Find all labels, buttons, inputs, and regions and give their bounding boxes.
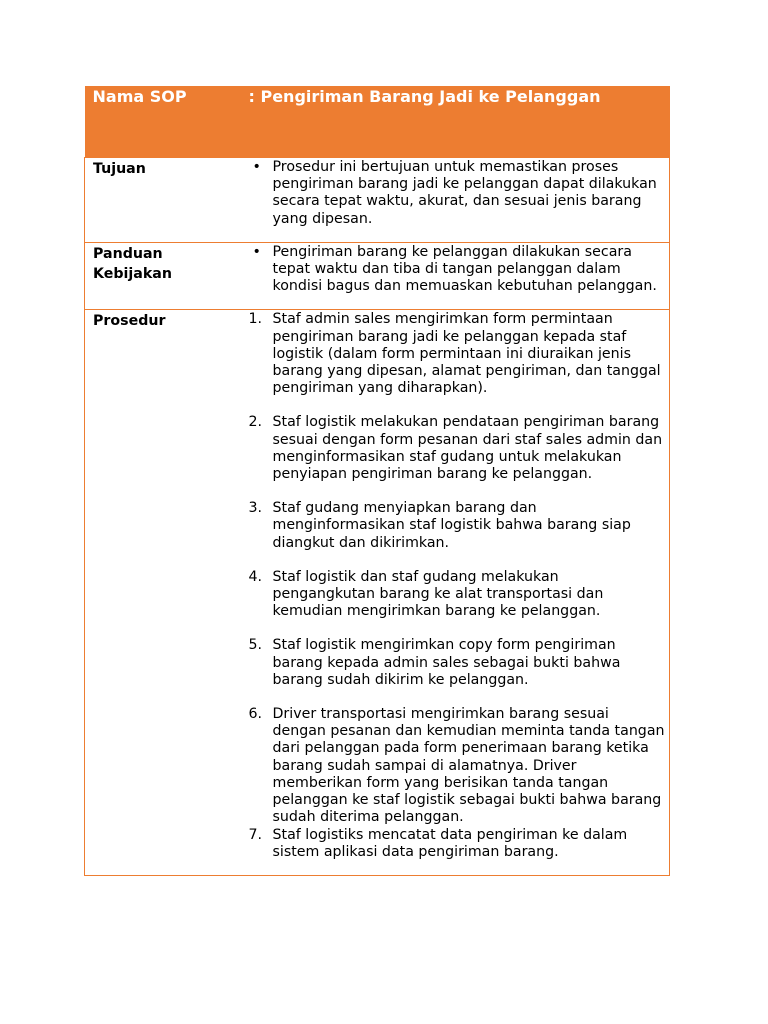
step-number: 2. [248, 414, 263, 431]
step-item-3 [249, 500, 670, 552]
sop-table [84, 86, 670, 876]
step-number: 7. [248, 826, 263, 843]
step-number: 5. [248, 637, 263, 654]
tujuan-label: Tujuan [85, 158, 249, 243]
step-text: Staf admin sales mengirimkan form permintaan pengiriman barang jadi ke pelanggan kepada staf logistik (dalam form permintaan ini diuraikan jenis barang yang dipesan, alamat pengiriman, dan tanggal pengiriman yang diharapkan). [272, 311, 661, 397]
step-item-5 [249, 637, 670, 689]
bullet-marker: • [252, 159, 261, 175]
step-number: 6. [248, 706, 263, 723]
tujuan-text: Prosedur ini bertujuan untuk memastikan proses pengiriman barang jadi ke pelanggan dapat dilakukan secara tepat waktu, akurat, dan sesuai jenis barang yang dipesan. [272, 159, 657, 227]
step-number: 3. [248, 500, 263, 517]
sop-header-row [85, 86, 670, 158]
panduan-row [85, 242, 670, 310]
tujuan-row [85, 158, 670, 243]
sop-name-label: Nama SOP [85, 86, 249, 158]
panduan-label-line2: Kebijakan [93, 265, 172, 282]
tujuan-item [249, 159, 670, 228]
panduan-content [249, 242, 670, 310]
step-text: Staf logistik mengirimkan copy form pengiriman barang kepada admin sales sebagai bukti bahwa barang sudah dikirim ke pelanggan. [272, 637, 621, 688]
step-item-1 [249, 311, 670, 397]
step-number: 4. [248, 568, 263, 585]
panduan-label [85, 242, 249, 310]
step-item-4 [249, 569, 670, 621]
step-text: Driver transportasi mengirimkan barang sesuai dengan pesanan dan kemudian meminta tanda tangan dari pelanggan pada form penerimaan barang ketika barang sudah sampai di alamatnya. Driver memberikan form yang berisikan tanda tangan pelanggan ke staf logistik sebagai bukti bahwa barang sudah diterima pelanggan. [272, 706, 665, 826]
step-item-2 [249, 414, 670, 483]
prosedur-label: Prosedur [85, 310, 249, 875]
prosedur-row [85, 310, 670, 875]
tujuan-content [249, 158, 670, 243]
panduan-text: Pengiriman barang ke pelanggan dilakukan secara tepat waktu dan tiba di tangan pelanggan dalam kondisi bagus dan memuaskan kebutuhan pelanggan. [272, 243, 657, 295]
step-item-7 [249, 827, 670, 861]
step-text: Staf gudang menyiapkan barang dan menginformasikan staf logistik bahwa barang siap diangkut dan dikirimkan. [272, 500, 631, 551]
prosedur-steps [249, 310, 670, 875]
step-text: Staf logistik melakukan pendataan pengiriman barang sesuai dengan form pesanan dari staf sales admin dan menginformasikan staf gudang untuk melakukan penyiapan pengiriman barang ke pelanggan. [272, 414, 663, 483]
panduan-label-line1: Panduan [93, 245, 163, 262]
step-number: 1. [248, 311, 263, 328]
step-text: Staf logistiks mencatat data pengiriman ke dalam sistem aplikasi data pengiriman barang. [272, 826, 628, 860]
step-text: Staf logistik dan staf gudang melakukan pengangkutan barang ke alat transportasi dan kemudian mengirimkan barang ke pelanggan. [272, 568, 604, 620]
sop-title: : Pengiriman Barang Jadi ke Pelanggan [249, 86, 670, 158]
step-item-6 [249, 706, 670, 826]
bullet-marker: • [252, 243, 261, 260]
panduan-item [249, 244, 670, 296]
